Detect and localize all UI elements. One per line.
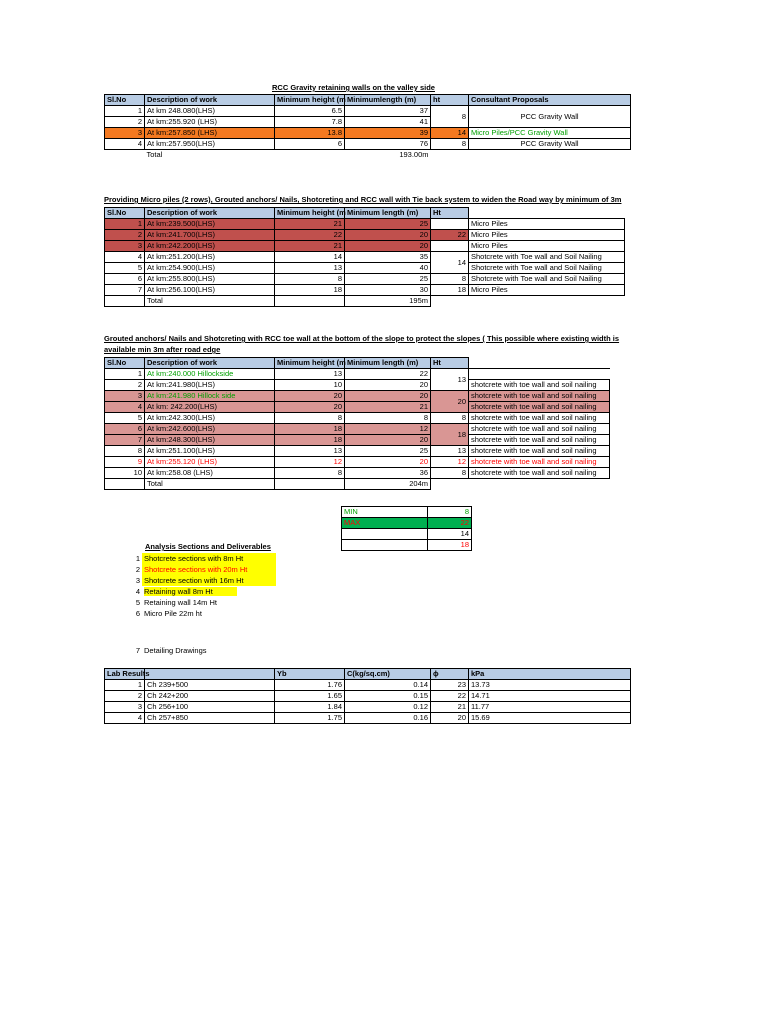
min-height: 18 <box>275 285 345 296</box>
min-length: 37 <box>345 106 431 117</box>
min-label: MIN <box>342 507 428 518</box>
proposal: shotcrete with toe wall and soil nailing <box>469 424 610 435</box>
sl-no: 6 <box>105 274 145 285</box>
value-18: 18 <box>428 540 472 551</box>
description: At km: 242.200(LHS) <box>145 402 275 413</box>
min-length: 20 <box>345 380 431 391</box>
table-row <box>105 128 631 139</box>
kpa: 15.69 <box>469 713 631 724</box>
lab-header-row <box>105 669 631 680</box>
min-height: 22 <box>275 230 345 241</box>
ht: 8 <box>431 106 469 128</box>
header-cell: C(kg/sq.cm) <box>345 669 431 680</box>
min-length: 36 <box>345 468 431 479</box>
header-cell: Yb <box>275 669 345 680</box>
item-no: 6 <box>135 609 140 618</box>
min-height: 21 <box>275 241 345 252</box>
table2-header-row <box>105 208 625 219</box>
proposal: Micro Piles <box>469 241 625 252</box>
min-length: 12 <box>345 424 431 435</box>
header-cell: Sl.No <box>105 208 145 219</box>
min-height: 6 <box>275 139 345 150</box>
sl-no: 2 <box>105 117 145 128</box>
proposal: Shotcrete with Toe wall and Soil Nailing <box>469 274 625 285</box>
table-row <box>105 691 631 702</box>
min-row <box>342 507 472 518</box>
table-row <box>105 468 610 479</box>
header-cell: Description of work <box>145 208 275 219</box>
table-total-row <box>105 150 631 161</box>
min-height: 18 <box>275 424 345 435</box>
description: At km:241.980(LHS) <box>145 380 275 391</box>
minmax-table <box>341 506 472 551</box>
min-length: 22 <box>345 369 431 380</box>
table-row <box>105 713 631 724</box>
proposal: Micro Piles <box>469 230 625 241</box>
description: At km:257.950(LHS) <box>145 139 275 150</box>
item-text: Retaining wall 14m Ht <box>144 598 217 607</box>
description: At km 248.080(LHS) <box>145 106 275 117</box>
header-cell: Minimumlength (m) <box>345 95 431 106</box>
phi: 20 <box>431 713 469 724</box>
item-text: Shotcrete section with 16m Ht <box>142 575 276 586</box>
min-length: 25 <box>345 446 431 457</box>
header-cell: Minimum length (m) <box>345 208 431 219</box>
table1 <box>104 94 631 160</box>
header-cell: Minimum height (m <box>275 358 345 369</box>
item-text: Shotcrete sections with 8m Ht <box>142 553 276 564</box>
header-cell: Sl.No <box>105 95 145 106</box>
proposal: shotcrete with toe wall and soil nailing <box>469 435 610 446</box>
phi: 22 <box>431 691 469 702</box>
proposal: Micro Piles <box>469 285 625 296</box>
table2-title: Providing Micro piles (2 rows), Grouted anchors/ Nails, Shotcreting and RCC wall with Tie back system to widen the Road way by minimum of 3m <box>104 195 622 204</box>
item-no: 2 <box>135 565 140 574</box>
table-row <box>105 402 610 413</box>
max-label: MAX <box>342 518 428 529</box>
sl-no: 2 <box>105 230 145 241</box>
description: At km:251.200(LHS) <box>145 252 275 263</box>
yb: 1.65 <box>275 691 345 702</box>
sl-no: 6 <box>105 424 145 435</box>
item-text: Shotcrete sections with 20m Ht <box>142 564 276 575</box>
min-length: 20 <box>345 241 431 252</box>
proposal: Shotcrete with Toe wall and Soil Nailing <box>469 252 625 263</box>
sl-no: 3 <box>105 128 145 139</box>
yb: 1.76 <box>275 680 345 691</box>
header-cell: Sl.No <box>105 358 145 369</box>
proposal: shotcrete with toe wall and soil nailing <box>469 391 610 402</box>
analysis-title: Analysis Sections and Deliverables <box>145 542 271 551</box>
table-row <box>105 424 610 435</box>
table2 <box>104 207 625 307</box>
description: At km:241.980 Hillock side <box>145 391 275 402</box>
header-cell: Description of work <box>145 95 275 106</box>
ht: 12 <box>431 457 469 468</box>
item-text: Detailing Drawings <box>144 646 207 655</box>
sl-no: 1 <box>105 369 145 380</box>
description: At km:251.100(LHS) <box>145 446 275 457</box>
proposal: PCC Gravity Wall <box>469 106 631 128</box>
analysis-item-7 <box>126 645 276 656</box>
min-height: 13 <box>275 263 345 274</box>
yb: 1.84 <box>275 702 345 713</box>
value-row <box>342 529 472 540</box>
description: At km:242.200(LHS) <box>145 241 275 252</box>
sl-no: 3 <box>105 391 145 402</box>
min-length: 39 <box>345 128 431 139</box>
header-cell: ht <box>431 95 469 106</box>
list-item <box>126 645 276 656</box>
min-length: 20 <box>345 391 431 402</box>
max-value: 22 <box>428 518 472 529</box>
table-row <box>105 391 610 402</box>
min-height: 20 <box>275 391 345 402</box>
min-length: 21 <box>345 402 431 413</box>
sl-no: 1 <box>105 680 145 691</box>
table-row <box>105 230 625 241</box>
min-height: 13.8 <box>275 128 345 139</box>
min-height: 14 <box>275 252 345 263</box>
table-row <box>105 446 610 457</box>
lab-results-table <box>104 668 631 724</box>
kpa: 13.73 <box>469 680 631 691</box>
sl-no: 4 <box>105 139 145 150</box>
chainage: Ch 239+500 <box>145 680 275 691</box>
table-row <box>105 435 610 446</box>
description: At km:256.100(LHS) <box>145 285 275 296</box>
proposal: Micro Piles <box>469 219 625 230</box>
list-item <box>126 597 276 608</box>
item-no: 1 <box>135 554 140 563</box>
phi: 23 <box>431 680 469 691</box>
sl-no: 3 <box>105 241 145 252</box>
sl-no: 4 <box>105 713 145 724</box>
cohesion: 0.12 <box>345 702 431 713</box>
description: At km:255.120 (LHS) <box>145 457 275 468</box>
ht: 18 <box>431 424 469 446</box>
header-cell: Description of work <box>145 358 275 369</box>
table-row <box>105 263 625 274</box>
table-row <box>105 413 610 424</box>
yb: 1.75 <box>275 713 345 724</box>
item-no: 4 <box>135 587 140 596</box>
ht: 13 <box>431 369 469 391</box>
ht: 8 <box>431 139 469 150</box>
item-text-highlight: Retaining wall 8m Ht <box>144 587 237 596</box>
proposal: shotcrete with toe wall and soil nailing <box>469 457 610 468</box>
sl-no: 2 <box>105 380 145 391</box>
proposal: Shotcrete with Toe wall and Soil Nailing <box>469 263 625 274</box>
description: At km:258.08 (LHS) <box>145 468 275 479</box>
sl-no: 7 <box>105 435 145 446</box>
value-14: 14 <box>428 529 472 540</box>
header-cell: Minimum length (m) <box>345 358 431 369</box>
table1-title: RCC Gravity retaining walls on the valley side <box>272 83 435 92</box>
table-row <box>105 274 625 285</box>
min-height: 8 <box>275 274 345 285</box>
proposal: shotcrete with toe wall and soil nailing <box>469 402 610 413</box>
table-row <box>105 285 625 296</box>
proposal: shotcrete with toe wall and soil nailing <box>469 413 610 424</box>
phi: 21 <box>431 702 469 713</box>
total-label: Total <box>146 150 163 159</box>
sl-no: 5 <box>105 263 145 274</box>
table-row <box>105 457 610 468</box>
sl-no: 1 <box>105 106 145 117</box>
table-row <box>105 680 631 691</box>
chainage: Ch 242+200 <box>145 691 275 702</box>
ht: 8 <box>431 274 469 285</box>
ht: 20 <box>431 391 469 413</box>
item-no: 5 <box>135 598 140 607</box>
list-item <box>126 553 276 564</box>
min-height: 20 <box>275 402 345 413</box>
total-label: Total <box>145 296 275 307</box>
sl-no: 3 <box>105 702 145 713</box>
description: At km:241.700(LHS) <box>145 230 275 241</box>
sl-no: 9 <box>105 457 145 468</box>
proposal: Micro Piles/PCC Gravity Wall <box>469 128 631 139</box>
header-cell: ϕ <box>431 669 469 680</box>
ht: 14 <box>431 252 469 274</box>
min-height: 13 <box>275 446 345 457</box>
chainage: Ch 257+850 <box>145 713 275 724</box>
table-row <box>105 702 631 713</box>
item-text <box>142 586 276 597</box>
sl-no: 10 <box>105 468 145 479</box>
header-cell <box>145 669 275 680</box>
kpa: 11.77 <box>469 702 631 713</box>
min-length: 35 <box>345 252 431 263</box>
sl-no: 2 <box>105 691 145 702</box>
table-row <box>105 369 610 380</box>
total-label: Total <box>145 479 275 490</box>
table-total-row <box>105 479 610 490</box>
ht: 13 <box>431 446 469 457</box>
header-cell: kPa <box>469 669 631 680</box>
total-value: 204m <box>345 479 431 490</box>
total-value: 195m <box>345 296 431 307</box>
sl-no: 8 <box>105 446 145 457</box>
sl-no: 1 <box>105 219 145 230</box>
item-text: Micro Pile 22m ht <box>144 609 202 618</box>
description: At km:255.800(LHS) <box>145 274 275 285</box>
header-cell: Consultant Proposals <box>469 95 631 106</box>
min-height: 6.5 <box>275 106 345 117</box>
description: At km:240.000 Hillockside <box>145 369 275 380</box>
analysis-list <box>126 553 276 619</box>
list-item <box>126 575 276 586</box>
header-cell: Ht <box>431 358 469 369</box>
header-cell: Minimum height (m <box>275 208 345 219</box>
item-no: 7 <box>135 646 140 655</box>
cohesion: 0.15 <box>345 691 431 702</box>
sl-no: 4 <box>105 402 145 413</box>
cohesion: 0.16 <box>345 713 431 724</box>
table3-title-line1: Grouted anchors/ Nails and Shotcreting with RCC toe wall at the bottom of the slope to protect the slopes ( This possible where existing width is <box>104 334 620 343</box>
proposal: shotcrete with toe wall and soil nailing <box>469 380 610 391</box>
table-row <box>105 380 610 391</box>
description: At km:242.600(LHS) <box>145 424 275 435</box>
ht: 14 <box>431 128 469 139</box>
description: At km:254.900(LHS) <box>145 263 275 274</box>
table3-title-line2: available min 3m after road edge <box>104 345 221 354</box>
chainage: Ch 256+100 <box>145 702 275 713</box>
table1-header-row <box>105 95 631 106</box>
sl-no: 7 <box>105 285 145 296</box>
min-length: 30 <box>345 285 431 296</box>
min-height: 8 <box>275 468 345 479</box>
min-height: 10 <box>275 380 345 391</box>
list-item <box>126 586 276 597</box>
total-value: 193.00m <box>399 150 429 159</box>
min-value: 8 <box>428 507 472 518</box>
table3 <box>104 357 610 490</box>
table-row <box>105 139 631 150</box>
min-length: 20 <box>345 435 431 446</box>
proposal: shotcrete with toe wall and soil nailing <box>469 468 610 479</box>
min-length: 25 <box>345 274 431 285</box>
min-length: 40 <box>345 263 431 274</box>
min-length: 25 <box>345 219 431 230</box>
min-length: 76 <box>345 139 431 150</box>
min-length: 41 <box>345 117 431 128</box>
list-item <box>126 608 276 619</box>
description: At km:242.300(LHS) <box>145 413 275 424</box>
table3-header-row <box>105 358 610 369</box>
header-cell: Lab Results <box>105 669 145 680</box>
min-length: 20 <box>345 230 431 241</box>
min-height: 18 <box>275 435 345 446</box>
value-row <box>342 540 472 551</box>
min-height: 7.8 <box>275 117 345 128</box>
list-item <box>126 564 276 575</box>
proposal <box>469 369 610 380</box>
min-length: 8 <box>345 413 431 424</box>
min-height: 12 <box>275 457 345 468</box>
max-row <box>342 518 472 529</box>
ht: 8 <box>431 468 469 479</box>
min-height: 8 <box>275 413 345 424</box>
table-row <box>105 106 631 117</box>
sl-no: 4 <box>105 252 145 263</box>
table-row <box>105 241 625 252</box>
item-no: 3 <box>135 576 140 585</box>
header-cell: Minimum height (m <box>275 95 345 106</box>
description: At km:239.500(LHS) <box>145 219 275 230</box>
ht: 22 <box>431 230 469 241</box>
min-length: 20 <box>345 457 431 468</box>
proposal: PCC Gravity Wall <box>469 139 631 150</box>
cohesion: 0.14 <box>345 680 431 691</box>
table-total-row <box>105 296 625 307</box>
table-row <box>105 219 625 230</box>
kpa: 14.71 <box>469 691 631 702</box>
ht: 18 <box>431 285 469 296</box>
ht: 8 <box>431 413 469 424</box>
table-row <box>105 252 625 263</box>
description: At km:248.300(LHS) <box>145 435 275 446</box>
min-height: 13 <box>275 369 345 380</box>
sl-no: 5 <box>105 413 145 424</box>
description: At km:257.850 (LHS) <box>145 128 275 139</box>
header-cell: Ht <box>431 208 469 219</box>
proposal: shotcrete with toe wall and soil nailing <box>469 446 610 457</box>
min-height: 21 <box>275 219 345 230</box>
description: At km:255.920 (LHS) <box>145 117 275 128</box>
